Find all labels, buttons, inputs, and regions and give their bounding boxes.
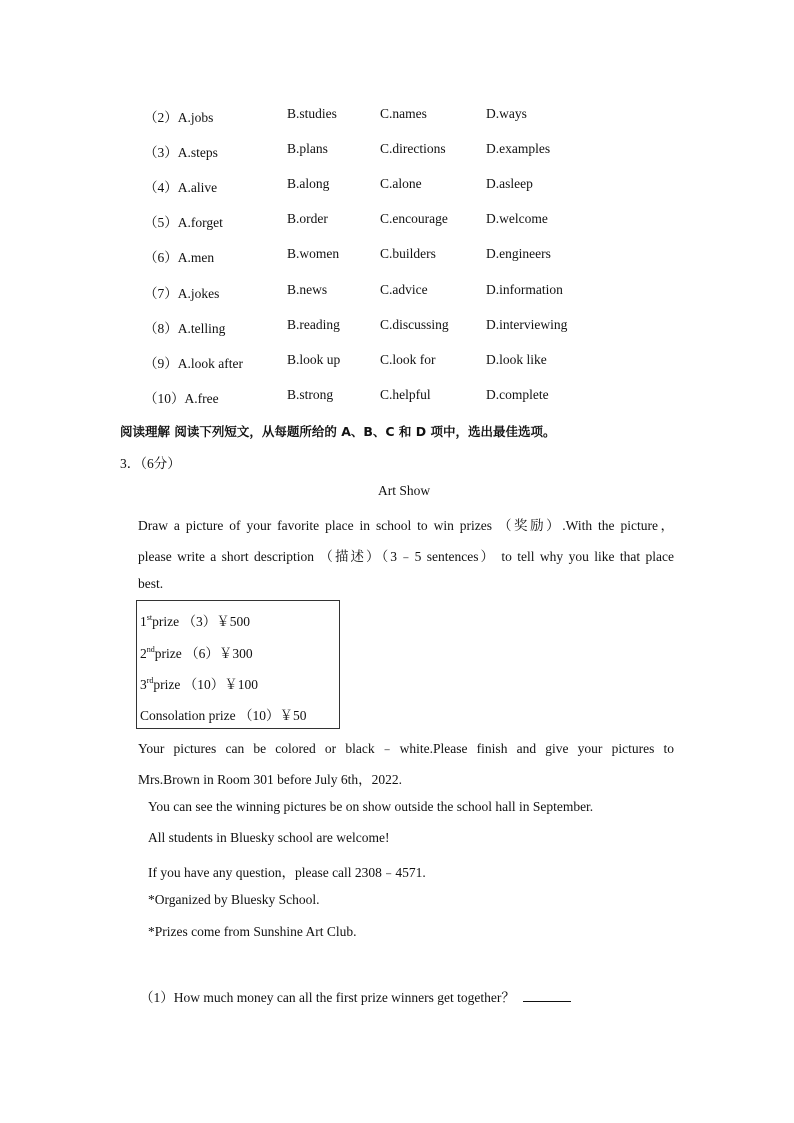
option-number-and-a [144, 387, 219, 407]
question-1 [140, 986, 571, 1006]
prize-box [136, 600, 340, 729]
option-number: （9） [144, 356, 178, 371]
option-number: （10） [144, 391, 185, 406]
option-row [0, 317, 794, 337]
option-row [0, 387, 794, 407]
prize-ordinal-suffix: nd [146, 645, 155, 654]
option-c: C.look for [380, 352, 436, 367]
option-b: B.look up [287, 352, 341, 367]
option-a: A.free [184, 391, 219, 406]
option-number: （2） [144, 110, 178, 125]
option-a: A.steps [177, 145, 218, 160]
intro-line: please write a short description （描述）（3﹣5 sentences） to tell why you like that place [138, 549, 674, 564]
prize-second [140, 642, 253, 662]
option-b: B.order [287, 211, 328, 226]
option-c: C.names [380, 106, 427, 121]
option-c: C.advice [380, 282, 428, 297]
option-a: A.look after [177, 356, 243, 371]
note-line: *Organized by Bluesky School. [148, 892, 320, 907]
option-d: D.engineers [486, 246, 551, 261]
option-d: D.information [486, 282, 563, 297]
option-number: （6） [144, 250, 178, 265]
option-d: D.asleep [486, 176, 533, 191]
option-b: B.along [287, 176, 330, 191]
option-d: D.interviewing [486, 317, 568, 332]
prize-ordinal: 2 [140, 646, 147, 661]
option-number: （5） [144, 215, 178, 230]
option-d: D.look like [486, 352, 547, 367]
option-number: （3） [144, 145, 178, 160]
note-line: If you have any question，please call 2308﹣4571. [148, 865, 426, 880]
option-a: A.alive [177, 180, 218, 195]
question-number: 3．（6分） [120, 456, 181, 471]
option-b: B.news [287, 282, 328, 297]
option-number-and-a [144, 211, 223, 231]
option-c: C.builders [380, 246, 436, 261]
option-number: （7） [144, 286, 178, 301]
option-c: C.discussing [380, 317, 449, 332]
option-a: A.men [177, 250, 215, 265]
prize-ordinal-suffix: rd [146, 676, 154, 685]
intro-line: Draw a picture of your favorite place in school to win prizes （奖励）.With the picture， [138, 518, 674, 533]
option-d: D.welcome [486, 211, 548, 226]
passage-title: Art Show [378, 483, 431, 498]
option-b: B.strong [287, 387, 334, 402]
option-a: A.jobs [177, 110, 214, 125]
option-number: （8） [144, 321, 178, 336]
note-line: All students in Bluesky school are welcome! [148, 830, 390, 845]
option-a: A.forget [177, 215, 223, 230]
prize-text: prize （3）￥500 [152, 614, 250, 629]
prize-consolation [140, 704, 306, 724]
option-number-and-a [144, 317, 225, 337]
option-b: B.studies [287, 106, 337, 121]
prize-ordinal-suffix: st [146, 613, 153, 622]
prize-ordinal: 1 [140, 614, 147, 629]
option-d: D.examples [486, 141, 551, 156]
option-number-and-a [144, 282, 219, 302]
question-1-text: （1）How much money can all the first prize winners get together？ [140, 990, 515, 1005]
option-a: A.jokes [177, 286, 220, 301]
option-b: B.plans [287, 141, 328, 156]
prize-text: prize （10）￥100 [153, 677, 259, 692]
option-row [0, 176, 794, 196]
prize-third [140, 673, 258, 693]
option-row [0, 246, 794, 266]
note-line: *Prizes come from Sunshine Art Club. [148, 924, 357, 939]
option-c: C.directions [380, 141, 446, 156]
option-row [0, 106, 794, 126]
option-c: C.encourage [380, 211, 448, 226]
option-number-and-a [144, 106, 213, 126]
option-number-and-a [144, 176, 217, 196]
option-number-and-a [144, 246, 214, 266]
section-heading: 阅读理解 阅读下列短文，从每题所给的 A、B、C 和 D 项中，选出最佳选项。 [120, 424, 556, 439]
option-row [0, 141, 794, 161]
option-row [0, 352, 794, 372]
option-b: B.reading [287, 317, 340, 332]
option-row [0, 282, 794, 302]
prize-text: prize （6）￥300 [154, 646, 253, 661]
prize-text: Consolation prize （10）￥50 [140, 708, 307, 723]
intro-line: best. [138, 576, 164, 591]
option-c: C.helpful [380, 387, 431, 402]
prize-ordinal: 3 [140, 677, 147, 692]
prize-first [140, 610, 250, 630]
option-number-and-a [144, 352, 243, 372]
option-b: B.women [287, 246, 340, 261]
body-line: Mrs.Brown in Room 301 before July 6th，2022. [138, 772, 402, 787]
option-a: A.telling [177, 321, 226, 336]
option-d: D.ways [486, 106, 527, 121]
option-number: （4） [144, 180, 178, 195]
option-d: D.complete [486, 387, 549, 402]
note-line: You can see the winning pictures be on show outside the school hall in September. [148, 799, 594, 814]
answer-blank[interactable] [523, 989, 571, 1002]
option-number-and-a [144, 141, 218, 161]
option-c: C.alone [380, 176, 422, 191]
body-line: Your pictures can be colored or black﹣white.Please finish and give your pictures to [138, 741, 674, 756]
option-row [0, 211, 794, 231]
